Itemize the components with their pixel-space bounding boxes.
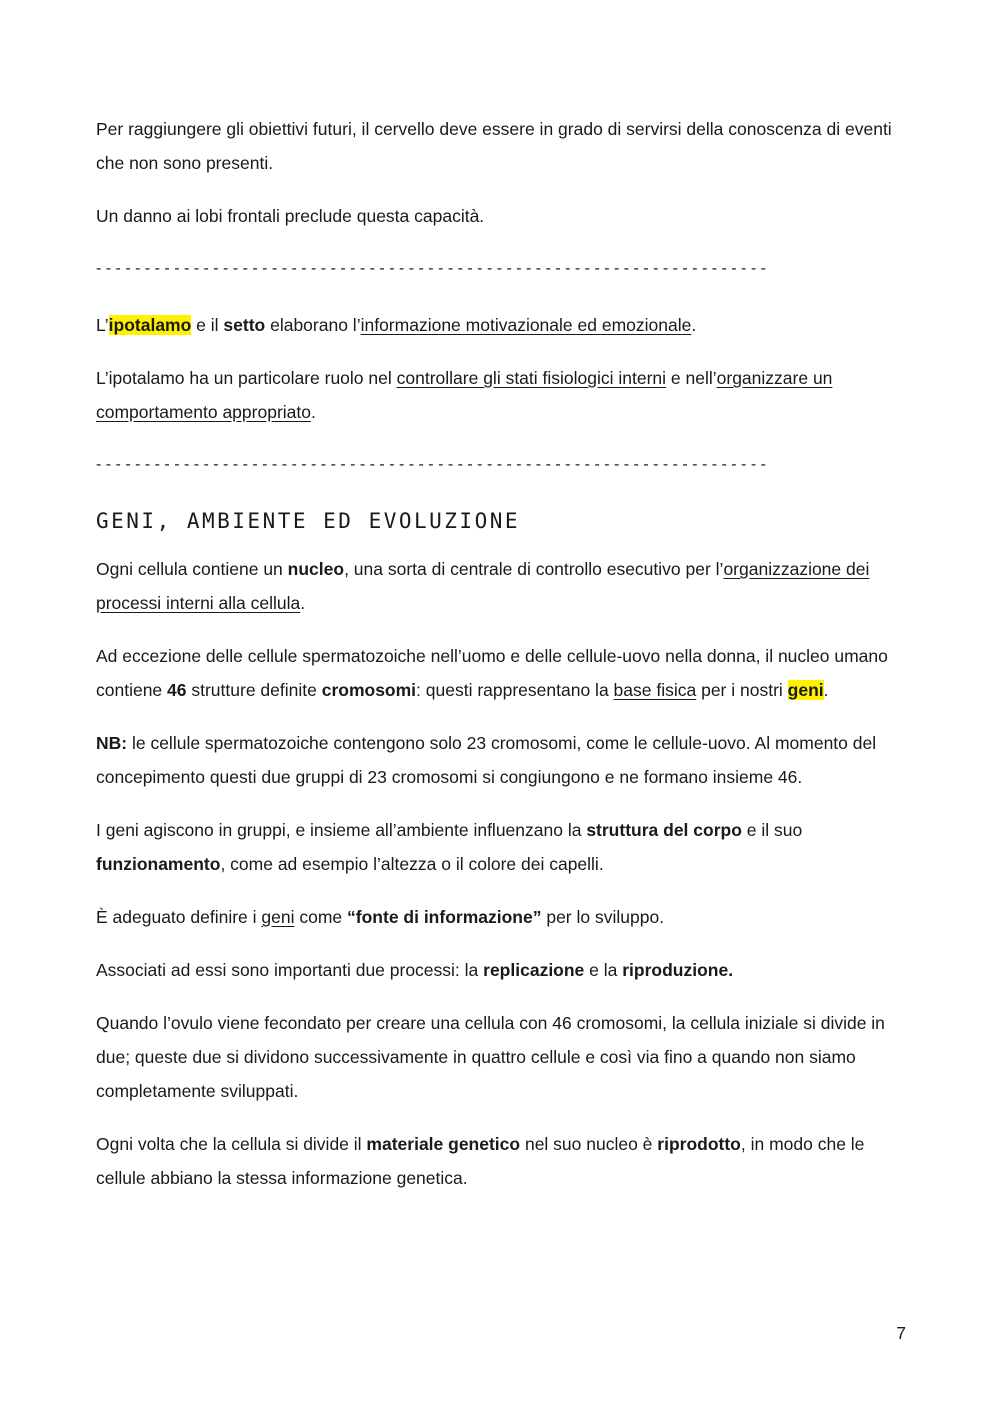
page-number: 7 <box>896 1323 906 1343</box>
paragraph-ovulo: Quando l’ovulo viene fecondato per creare una cellula con 46 cromosomi, la cellula iniziale si divide in due; queste due si dividono successivamente in quattro cellule e così via fino a quando non siamo completamente sviluppati. <box>96 1013 885 1101</box>
underline-comportamento: organizzare un comportamento appropriato <box>96 368 833 422</box>
paragraph-geni-gruppi: I geni agiscono in gruppi, e insieme all’ambiente influenzano la struttura del corpo e il suo funzionamento, come ad esempio l’altezza o il colore dei capelli. <box>96 820 803 874</box>
paragraph-ipotalamo-setto: L’ipotalamo e il setto elaborano l’informazione motivazionale ed emozionale. <box>96 315 697 335</box>
paragraph-ruolo-ipotalamo: L’ipotalamo ha un particolare ruolo nel controllare gli stati fisiologici interni e nell’organizzare un comportamento appropriato. <box>96 368 833 422</box>
dashed-separator-1: - - - - - - - - - - - - - - - - - - - - - - - - - - - - - - - - - - - - - - - - - - - - - - - - - - - - - - - - - - - - - - - - - - - - - <box>96 260 766 277</box>
dashed-separator-2: - - - - - - - - - - - - - - - - - - - - - - - - - - - - - - - - - - - - - - - - - - - - - - - - - - - - - - - - - - - - - - - - - - - - - <box>96 456 766 473</box>
paragraph-fonte-informazione: È adeguato definire i geni come “fonte di informazione” per lo sviluppo. <box>96 907 665 927</box>
underline-stati-fisiologici: controllare gli stati fisiologici interni <box>396 368 667 388</box>
paragraph-nb: NB: le cellule spermatozoiche contengono solo 23 cromosomi, come le cellule-uovo. Al momento del concepimento questi due gruppi di 23 cromosomi si congiungono e ne formano insieme 46. <box>96 733 877 787</box>
page-content <box>96 112 906 1214</box>
paragraph-obiettivi-futuri: Per raggiungere gli obiettivi futuri, il cervello deve essere in grado di servirsi della conoscenza di eventi che non sono presenti. <box>96 119 892 173</box>
paragraph-nucleo: Ogni cellula contiene un nucleo, una sorta di centrale di controllo esecutivo per l’organizzazione dei processi interni alla cellula. <box>96 559 870 613</box>
highlight-geni: geni <box>787 680 824 700</box>
underline-informazione: informazione motivazionale ed emozionale <box>360 315 692 335</box>
paragraph-cromosomi: Ad eccezione delle cellule spermatozoiche nell’uomo e delle cellule-uovo nella donna, il nucleo umano contiene 46 strutture definite cromosomi: questi rappresentano la base fisica per i nostri geni. <box>96 646 888 700</box>
bold-setto: setto <box>223 315 266 335</box>
paragraph-processi: Associati ad essi sono importanti due processi: la replicazione e la riproduzione. <box>96 960 734 980</box>
highlight-ipotalamo: ipotalamo <box>108 315 192 335</box>
paragraph-materiale-genetico: Ogni volta che la cellula si divide il materiale genetico nel suo nucleo è riprodotto, in modo che le cellule abbiano la stessa informazione genetica. <box>96 1134 865 1188</box>
paragraph-danno-lobi: Un danno ai lobi frontali preclude questa capacità. <box>96 206 485 226</box>
section-heading: GENI, AMBIENTE ED EVOLUZIONE <box>96 509 521 533</box>
